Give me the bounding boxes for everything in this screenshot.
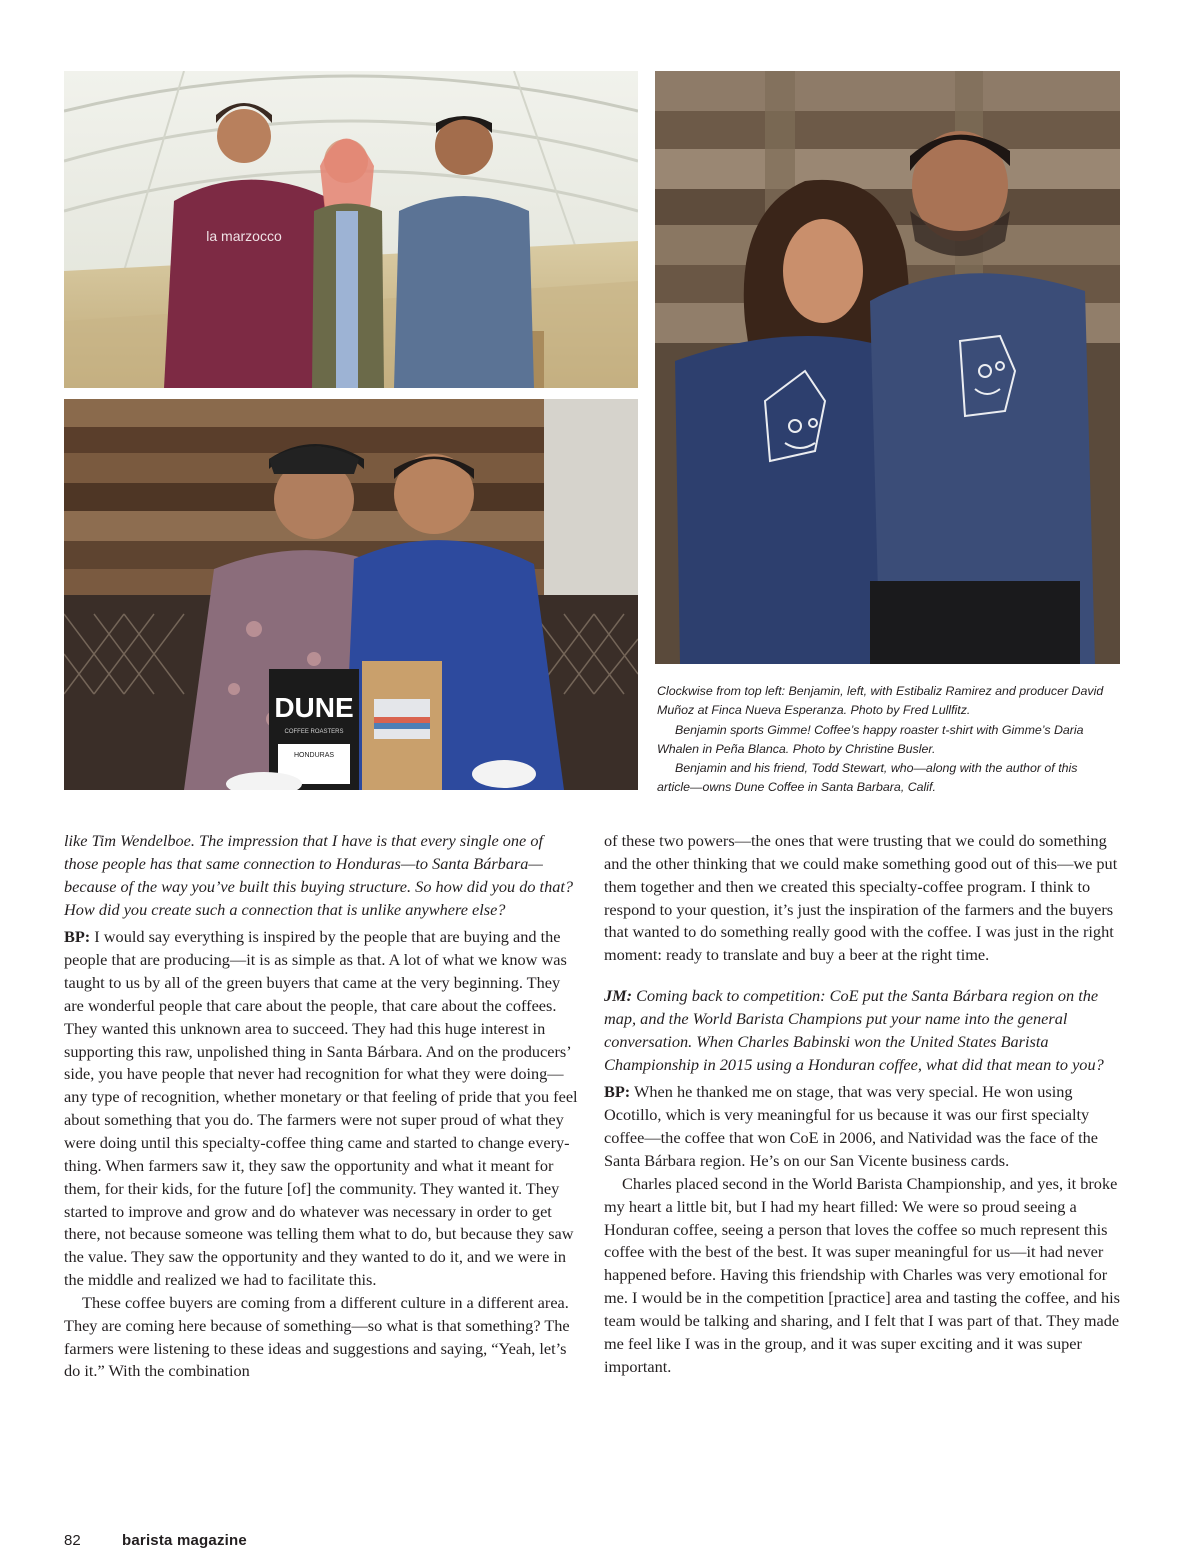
interviewer-label: JM: bbox=[604, 986, 633, 1006]
photo-dune-coffee bbox=[64, 399, 638, 790]
body-paragraph: These coffee buyers are coming from a different culture in a different area. They are coming here because of something—so what is that something? The farmers were listening to these ideas and suggestions and saying, “Yeah, let’s do it.” With the combination bbox=[64, 1292, 570, 1381]
shirt-logo-text: la marzocco bbox=[206, 228, 282, 244]
page-footer bbox=[64, 1532, 247, 1549]
bag-brand-text: DUNE bbox=[274, 692, 354, 723]
bag-label-text: HONDURAS bbox=[293, 752, 335, 759]
caption-line-1: Clockwise from top left: Benjamin, left, with Estibaliz Ramirez and producer David Muñoz at Finca Nueva Esperanza. Photo by Fred Lullfitz. bbox=[657, 684, 1104, 718]
question-paragraph bbox=[604, 985, 1120, 1076]
answer-paragraph bbox=[604, 1081, 1120, 1172]
magazine-name: barista magazine bbox=[122, 1532, 247, 1549]
photo-greenhouse-drying bbox=[64, 71, 638, 388]
answer-text: I would say everything is inspired by the people that are buying and the people that are producing—it is as simple as that. A lot of what we know was taught to us by all of the green buyers that came at the very beginning. They are wonderful people that care about the people, that care about the coffees. They wanted this unknown area to succeed. They had this huge interest in supporting this raw, unpolished thing in Santa Bárbara. And on the producers’ side, you have people that never had recognition for what they were doing—any type of recognition, whether monetary or that feeling of pride that you feel about something that you do. The farmers were not super proud of what they were doing until this specialty-coffee thing came and started to change everything. When farmers saw it, they saw the opportunity and what it meant for them, for their kids, for the future [of] the community. They wanted it. They started to improve and grow and do whatever was necessary in order to get there, not because someone was telling them what to do, but because they saw the value. They saw the opportunity and they wanted to do it, and we were in the middle and realized we had to facilitate this. bbox=[64, 927, 578, 1290]
speaker-label: BP: bbox=[604, 1082, 631, 1102]
speaker-label: BP: bbox=[64, 927, 91, 947]
caption-line-2: Benjamin sports Gimme! Coffee’s happy roaster t-shirt with Gimme’s Daria Whalen in Peña Blanca. Photo by Christine Busler. bbox=[657, 722, 1084, 756]
answer-text: When he thanked me on stage, that was very special. He won using Ocotillo, which is very meaningful for us because it was our first specialty coffee—the coffee that won CoE in 2006, and Natividad was the face of the Santa Bárbara region. He’s on our San Vicente business cards. bbox=[604, 1082, 1098, 1170]
photo-caption bbox=[657, 682, 1112, 798]
caption-line-3: Benjamin and his friend, Todd Stewart, who—along with the author of this article—owns Dune Coffee in Santa Barbara, Calif. bbox=[657, 761, 1078, 795]
question-text: Coming back to competition: CoE put the Santa Bárbara region on the map, and the World Barista Champions put your name into the general conversation. When Charles Babinski won the United States Barista Championship in 2015 using a Honduran coffee, what did that mean to you? bbox=[604, 986, 1104, 1074]
answer-paragraph bbox=[64, 926, 580, 1292]
continuation-paragraph: of these two powers—the ones that were trusting that we could do something and the other thinking that we could make something good out of this—we put them together and then we created this specialty-coffee program. I think to respond to your question, it’s just the inspiration of the farmers and the buyers that wanted to do something really good with the coffee. I was just in the right moment: ready to translate and buy a beer at the right time. bbox=[604, 831, 1118, 965]
article-column-left bbox=[64, 830, 580, 1383]
page-number: 82 bbox=[64, 1532, 81, 1549]
question-paragraph: like Tim Wendelboe. The impression that I have is that every single one of those people has that same connection to Honduras—to Santa Bárbara—because of the way you’ve built this buying structure. So how did you do that? How did you create such a connection that is unlike anywhere else? bbox=[64, 831, 574, 919]
article-column-right bbox=[604, 830, 1120, 1378]
body-paragraph: Charles placed second in the World Barista Championship, and yes, it broke my heart a little bit, but I had my heart filled: We were so proud seeing a Honduran coffee, seeing a person that loves the coffee so much represent this coffee with the best of the best. It was super meaningful for us—it had never happened before. Having this friendship with Charles was very emotional for me. I would be in the competition [practice] area and tasting the coffee, and his team would be talking and sharing, and I felt that I was part of that. They made me feel like I was in the group, and it was super exciting and it was super important. bbox=[604, 1173, 1120, 1376]
photo-gimme-coffee bbox=[655, 71, 1120, 664]
bag-sub-text: COFFEE ROASTERS bbox=[284, 729, 344, 735]
